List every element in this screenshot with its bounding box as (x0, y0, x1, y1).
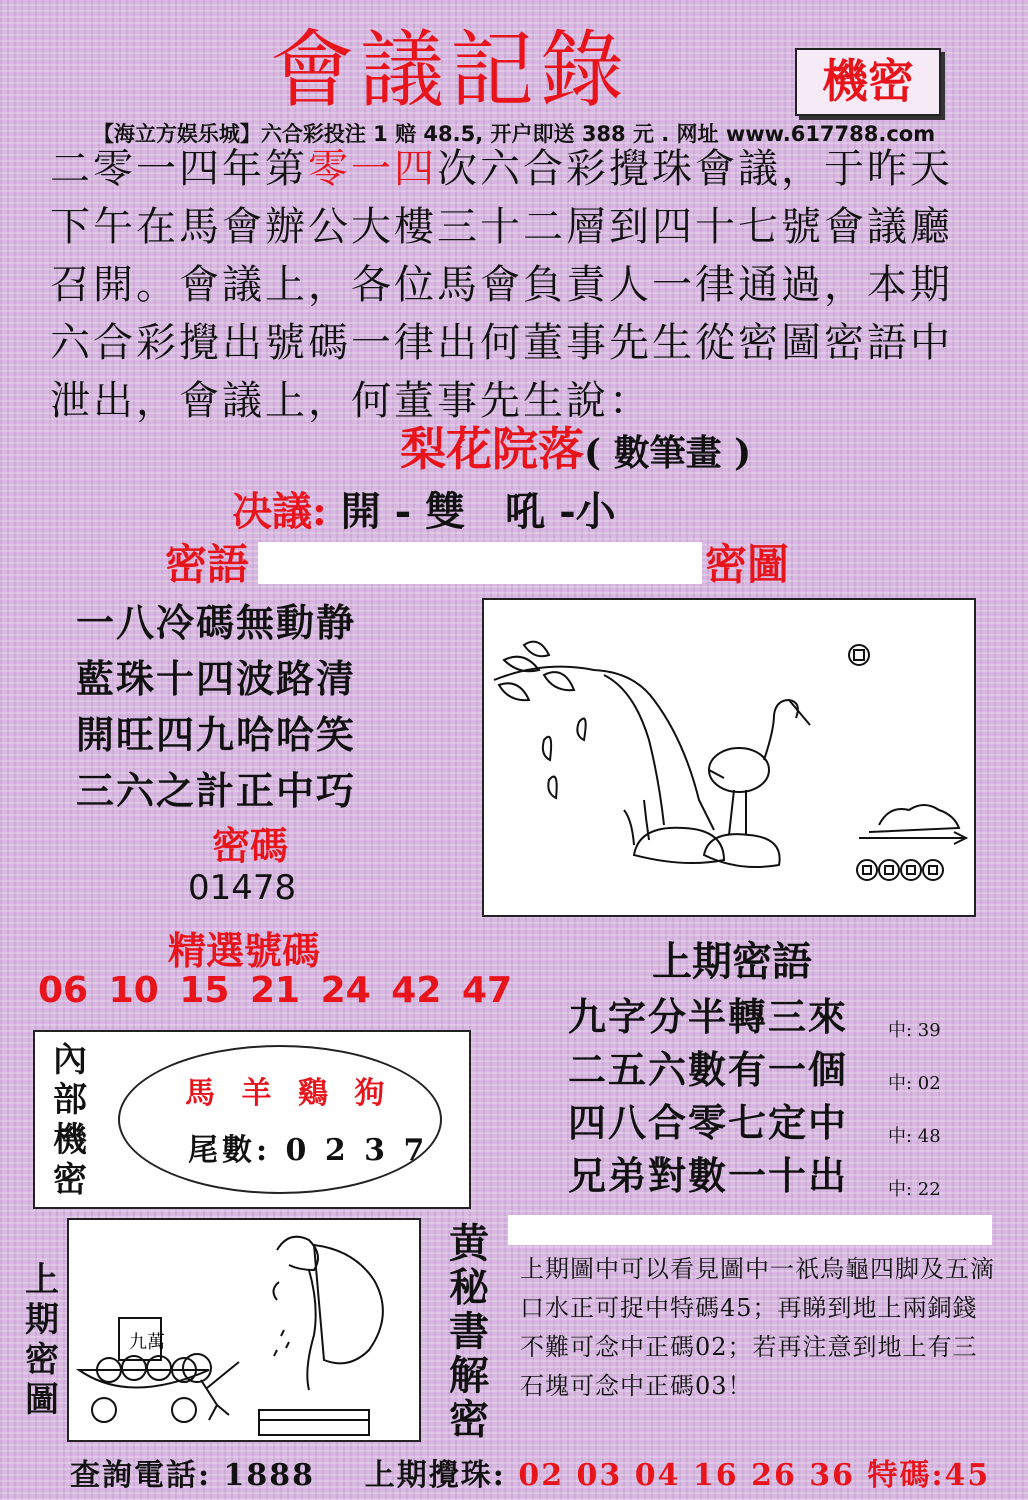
pick-number: 47 (461, 970, 513, 1011)
pick-number: 06 (38, 970, 89, 1011)
previous-riddle-line: 兄弟對數一十出 (568, 1153, 849, 1198)
previous-picture-label (24, 1260, 60, 1420)
secretary-label-char: 秘 (449, 1264, 489, 1311)
intro-line1-a: 二零一四年第 (50, 146, 308, 192)
ad-banner: 【海立方娱乐城】六合彩投注 1 赔 48.5, 开户即送 388 元 . 网址 www.617788.com (92, 122, 936, 146)
previous-riddle-line: 二五六數有一個 (568, 1047, 849, 1092)
draw-numbers: 02 03 04 16 26 36 特碼:45 (518, 1458, 991, 1493)
previous-picture (67, 1218, 421, 1442)
pick-number: 10 (108, 970, 159, 1011)
picks-label: 精選號碼 (168, 928, 321, 973)
inner-label-char: 內 (53, 1040, 87, 1080)
key-phrase-note: ( 數筆畫 ) (584, 432, 752, 474)
poem-line: 三六之計正中巧 (76, 768, 357, 813)
intro-line1-issue: 零一四 (308, 146, 437, 192)
secret-code: 01478 (188, 868, 297, 908)
decision-text: 開 - 雙 吼 -小 (340, 488, 616, 535)
intro-line3: 召開。會議上，各位馬會負責人一律通過，本期 (50, 262, 953, 308)
intro-line4: 六合彩攪出號碼一律出何董事先生從密圖密語中 (50, 320, 953, 366)
inner-secret-label (52, 1040, 88, 1200)
prev-pic-label-char: 圖 (25, 1380, 59, 1420)
inner-label-char: 部 (53, 1080, 87, 1120)
poem-line: 開旺四九哈哈笑 (76, 712, 357, 757)
decision (232, 480, 616, 537)
previous-riddle (568, 990, 848, 1202)
picks-list (38, 970, 512, 1011)
intro-line2: 下午在馬會辦公大樓三十二層到四十七號會議廳 (50, 204, 953, 250)
footer (70, 1450, 990, 1494)
turtle-illustration (69, 1220, 419, 1440)
previous-hit: 中: 02 (888, 1073, 941, 1094)
inner-label-char: 密 (53, 1160, 87, 1200)
tail-numbers: 尾數: 0 2 3 7 (188, 1133, 429, 1168)
decision-label: 决議: (232, 488, 327, 535)
secretary-label-char: 黄 (449, 1220, 489, 1267)
blank-bar (258, 542, 702, 584)
secretary-explanation: 上期圖中可以看見圖中一祇烏龜四脚及五滴口水正可捉中特碼45；再睇到地上兩銅錢不難可念中正碼02；若再注意到地上有三石塊可念中正碼03！ (520, 1255, 995, 1400)
key-phrase (400, 413, 751, 479)
zodiac-picks: 馬 羊 鷄 狗 (185, 1076, 393, 1111)
prev-pic-label-char: 密 (25, 1340, 59, 1380)
page-title: 會議記錄 (270, 21, 631, 119)
heron-illustration (484, 600, 974, 915)
prev-pic-label-char: 期 (25, 1300, 59, 1340)
box-text: 九萬 (129, 1332, 165, 1353)
draw-label: 上期攪珠: (364, 1458, 506, 1493)
prev-pic-label-char: 上 (25, 1260, 59, 1300)
previous-hit: 中: 22 (888, 1179, 941, 1200)
previous-riddle-label: 上期密語 (652, 938, 812, 985)
previous-hits (888, 1004, 941, 1216)
mi-tu-label: 密圖 (705, 540, 790, 589)
mi-yu-label: 密語 (165, 540, 250, 589)
inner-label-char: 機 (53, 1120, 87, 1160)
secret-code-label: 密碼 (212, 823, 289, 868)
previous-hit: 中: 48 (888, 1126, 941, 1147)
previous-riddle-line: 九字分半轉三來 (568, 994, 849, 1039)
pick-number: 42 (391, 970, 442, 1011)
secretary-label-char: 解 (449, 1352, 489, 1399)
secretary-label-char: 書 (449, 1308, 489, 1355)
poem-line: 藍珠十四波路清 (76, 656, 357, 701)
pick-number: 24 (320, 970, 371, 1011)
previous-riddle-line: 四八合零七定中 (568, 1100, 849, 1145)
secretary-label-char: 密 (449, 1396, 489, 1443)
secret-badge: 機密 (795, 48, 941, 116)
phone-info: 查詢電話: 1888 (70, 1458, 316, 1493)
secret-picture (482, 598, 976, 917)
previous-hit: 中: 39 (888, 1020, 941, 1041)
key-phrase-text: 梨花院落 (400, 422, 584, 476)
intro-line5: 泄出，會議上，何董事先生說： (50, 378, 652, 424)
pick-number: 15 (179, 970, 230, 1011)
secretary-label (445, 1222, 493, 1442)
poem (76, 595, 356, 819)
intro-line1-b: 次六合彩攪珠會議，于昨天 (437, 146, 953, 192)
blank-bar (508, 1215, 992, 1245)
intro-paragraph (50, 140, 995, 430)
poem-line: 一八冷碼無動静 (76, 600, 357, 645)
pick-number: 21 (249, 970, 301, 1011)
